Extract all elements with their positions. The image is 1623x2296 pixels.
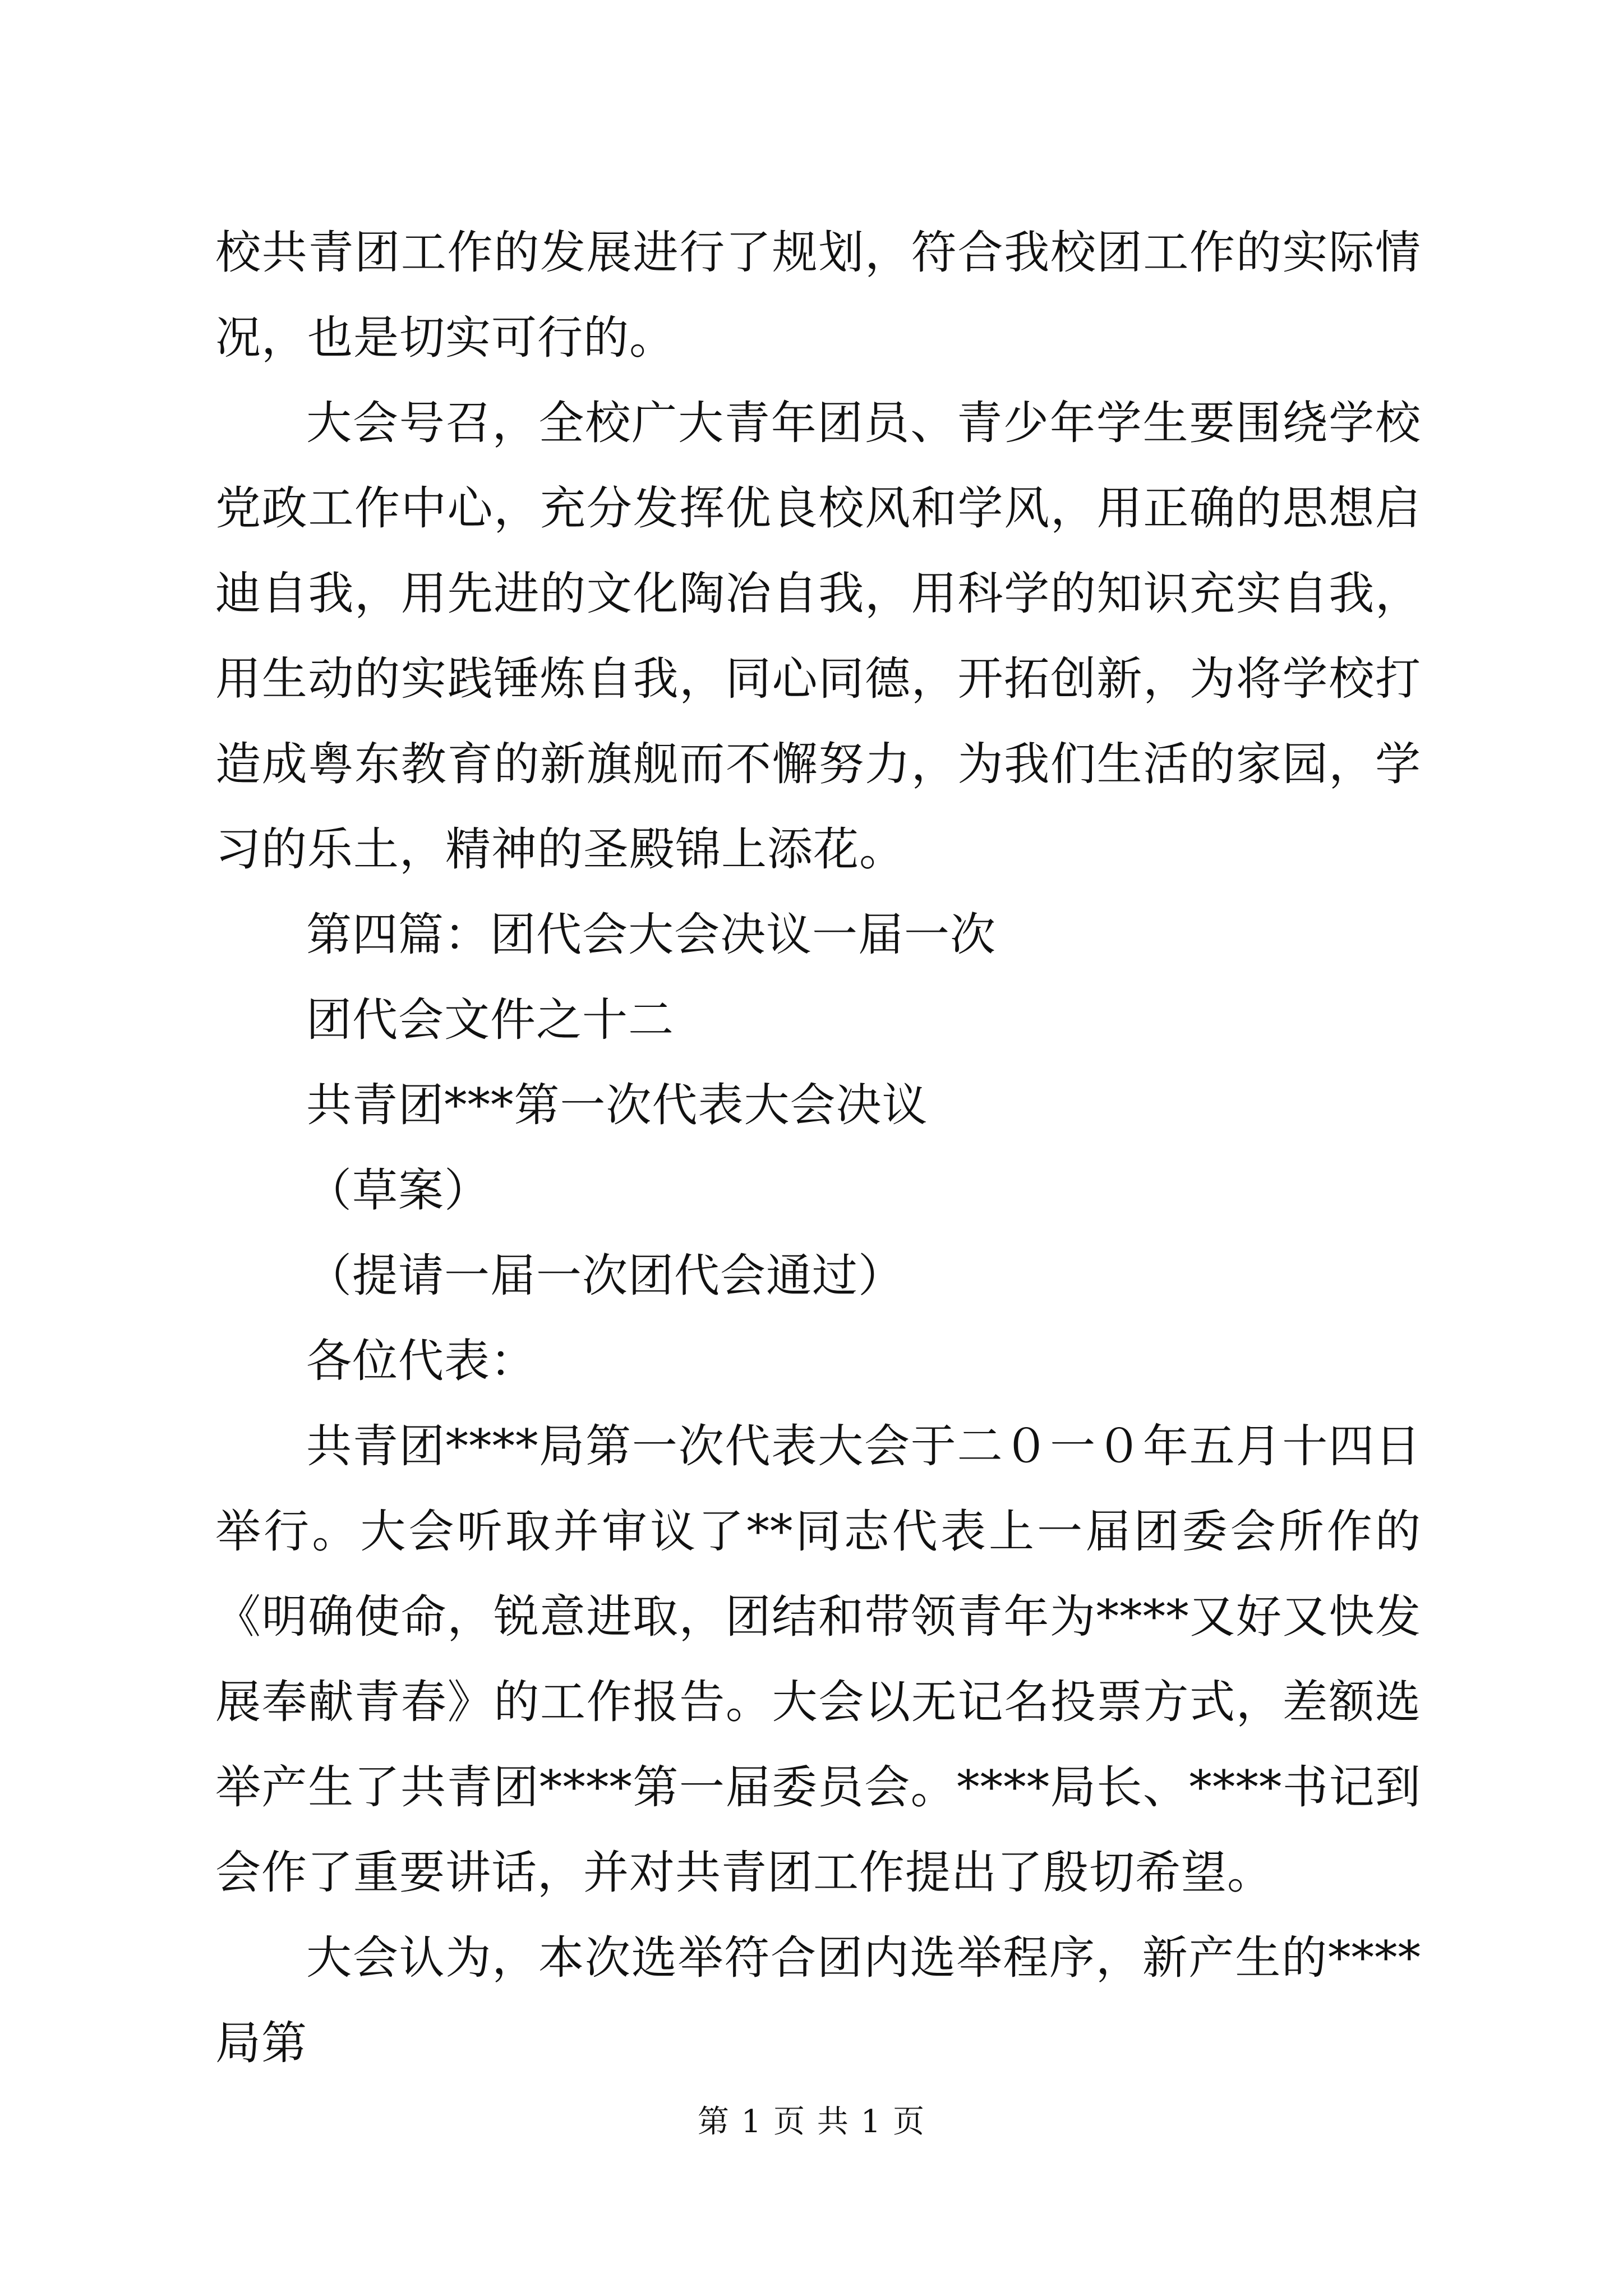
document-body (215, 210, 1421, 2086)
paragraph: 校共青团工作的发展进行了规划，符合我校团工作的实际情况，也是切实可行的。 (215, 227, 1421, 365)
section-heading: 第四篇：团代会大会决议一届一次 (306, 909, 997, 961)
salutation: 各位代表： (306, 1335, 537, 1388)
document-title: 共青团***第一次代表大会决议 (306, 1079, 928, 1132)
paragraph: 共青团****局第一次代表大会于二０一０年五月十四日举行。大会听取并审议了**同志代表上一届团委会所作的《明确使命，锐意进取，团结和带领青年为****又好又快发展奉献青春》的工作报告。大会以无记名投票方式，差额选举产生了共青团****第一届委员会。****局长、****书记到会作了重要讲话，并对共青团工作提出了殷切希望。 (215, 1420, 1421, 1899)
document-number: 团代会文件之十二 (306, 994, 675, 1047)
submission-note: （提请一届一次团代会通过） (306, 1250, 905, 1303)
page-number-footer: 第 1 页 共 1 页 (697, 2104, 926, 2140)
paragraph: 大会号召，全校广大青年团员、青少年学生要围绕学校党政工作中心，充分发挥优良校风和学风，用正确的思想启迪自我，用先进的文化陶冶自我，用科学的知识充实自我，用生动的实践锤炼自我，同心同德，开拓创新，为将学校打造成粤东教育的新旗舰而不懈努力，为我们生活的家园，学习的乐土，精神的圣殿锦上添花。 (215, 397, 1421, 876)
paragraph: 大会认为，本次选举符合团内选举程序，新产生的****局第 (215, 1932, 1421, 2070)
draft-label: （草案） (306, 1165, 491, 1217)
